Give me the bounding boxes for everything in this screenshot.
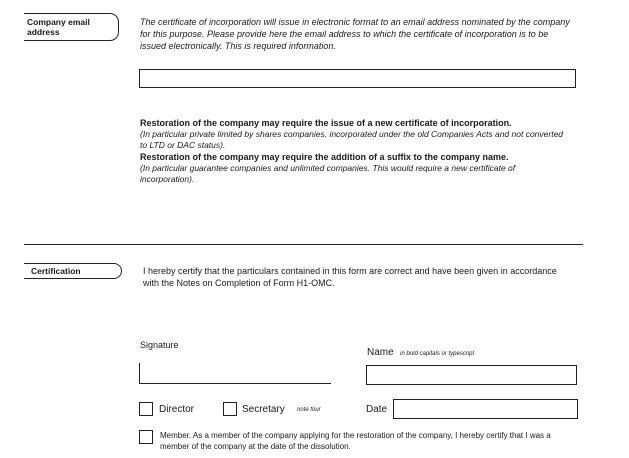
signature-label: Signature <box>140 340 179 350</box>
member-checkbox[interactable] <box>139 430 153 444</box>
signature-field[interactable] <box>139 363 331 384</box>
date-field[interactable] <box>393 399 578 419</box>
email-tab-label-line1: Company email <box>27 17 90 27</box>
certification-tab <box>24 263 122 279</box>
certification-statement: I hereby certify that the particulars contained in this form are correct and have been given in accordance with the Notes on Completion of Form H1-OMC. <box>143 266 557 288</box>
date-label: Date <box>366 404 388 415</box>
restoration-heading-1: Restoration of the company may require the issue of a new certificate of incorporation. <box>140 118 512 128</box>
name-label-row <box>367 342 474 360</box>
name-field[interactable] <box>366 365 577 385</box>
member-text: Member. As a member of the company applying for the restoration of the company, I hereby certify that I was a member of the company at the date of the dissolution. <box>160 431 551 451</box>
secretary-note: note four <box>297 407 321 413</box>
certification-tab-label: Certification <box>31 266 81 276</box>
section-divider <box>24 244 583 245</box>
restoration-heading-2: Restoration of the company may require the addition of a suffix to the company name. <box>140 152 509 162</box>
email-field[interactable] <box>139 69 576 88</box>
email-section-tab <box>24 13 119 41</box>
director-label: Director <box>159 404 195 415</box>
restoration-note-1: (In particular private limited by shares companies, incorporated under the old Companies Acts and not converted to LTD or DAC status). <box>140 129 564 150</box>
secretary-label: Secretary <box>242 404 285 415</box>
restoration-note-2: (In particular guarantee companies and unlimited companies. This would require a new certificate of incorporation). <box>140 163 516 184</box>
email-tab-label-line2: address <box>27 27 60 37</box>
email-intro-text: The certificate of incorporation will issue in electronic format to an email address nominated by the company for this purpose. Please provide here the email address to which the certificate of incorporation is to be issued electronically. This is required information. <box>140 17 570 51</box>
name-hint: in bold capitals or typescript <box>400 351 475 357</box>
director-checkbox[interactable] <box>139 402 153 416</box>
secretary-checkbox[interactable] <box>223 402 237 416</box>
restoration-notes <box>140 117 575 185</box>
name-label: Name <box>367 347 394 358</box>
